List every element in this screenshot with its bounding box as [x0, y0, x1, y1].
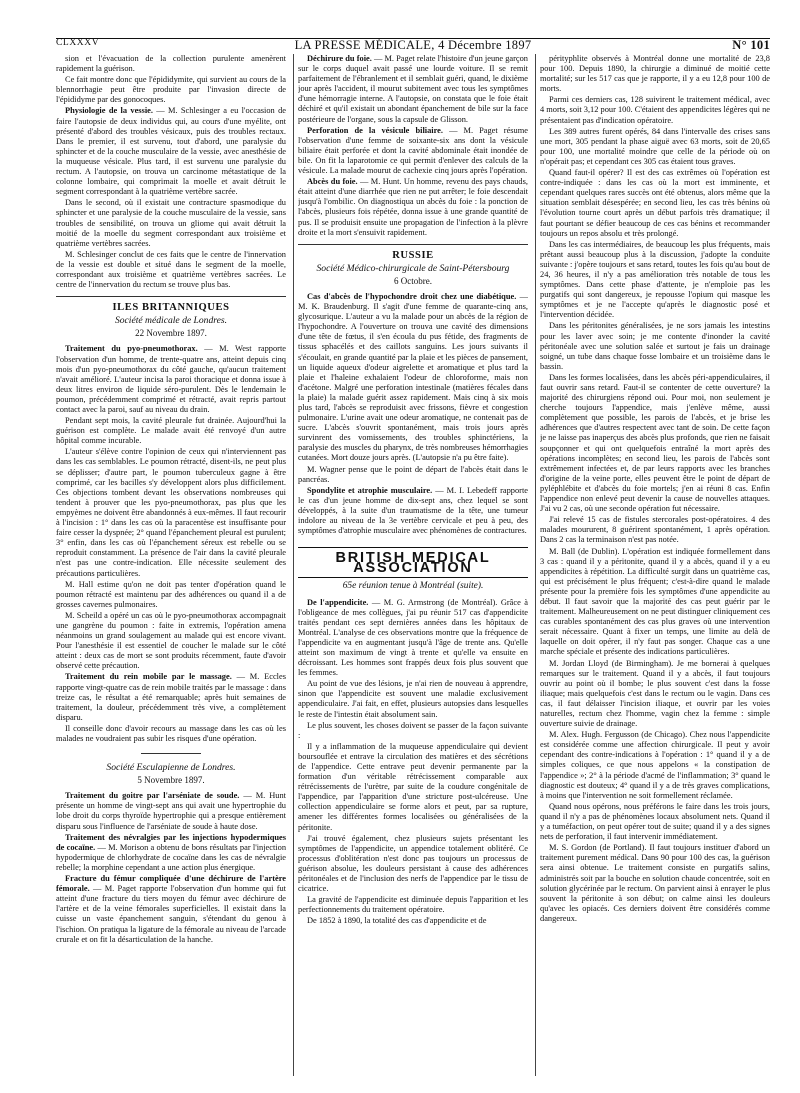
article-title: De l'appendicite.	[307, 597, 369, 607]
article-title: Cas d'abcès de l'hypochondre droit chez une diabétique.	[307, 291, 517, 301]
article-text: — M. Hunt. Un homme, revenu des pays chauds, était atteint d'une diarrhée que rien ne put arrêter; le foie descendait jusqu'à l'ombilic. On diagnostiqua un abcès du foie : la ponction de l'abcès, plusieurs fois répétée, donna issue à une grande quantité de pus. Il se produisit ensuite une propagation de l'infection à la plèvre droite et la mort s'ensuivit rapidement.	[298, 177, 528, 237]
paragraph: Pendant sept mois, la cavité pleurale fut drainée. Aujourd'hui la guérison est complète. Le malade avait été renvoyé d'un autre hôpital comme incurable.	[56, 416, 286, 446]
paragraph: M. Wagner pense que le point de départ de l'abcès était dans le pancréas.	[298, 464, 528, 484]
paragraph: Quand faut-il opérer? Il est des cas extrêmes où l'opération est contre-indiquée : dans les cas où la mort est imminente, et cependant quelques rares succès ont été obtenus, alors même que la situation semblait désespérée; en second lieu, les cas très bénins où l'évolution tourne court après un début parfois très dramatique; il faut pourtant se défier beaucoup de ces cas bénins et recommander toujours un repos absolu et très prolongé.	[540, 168, 770, 238]
article-title: Physiologie de la vessie.	[65, 106, 153, 116]
paragraph: L'auteur s'élève contre l'opinion de ceux qui n'interviennent pas dans les cas semblables. Le poumon rétracté, disent-ils, ne peut plus se déplisser; d'autre part, le poumon tuberculeux gagne à être comprimé, car les bacilles s'y développent alors plus difficilement. Ces objections tombent devant les observations nombreuses qui tendent à prouver que les pyo-pneumothorax, pas plus que les empyèmes ne doivent être abandonnés à eux-mêmes. Il faut recourir à l'incision : 1° dans les cas où la paracentèse est insuffisante pour faire cesser la dyspnée; 2° quand l'épanchement pleural est purulent; 3° enfin, dans les cas où l'épanchement séreux est rebelle ou se reproduit constamment. La présence de l'air dans la cavité pleurale n'est pas une contre-indication. Elle nécessite seulement des précautions particulières.	[56, 447, 286, 578]
paragraph: Dans le second, où il existait une contracture spasmodique du sphincter et une paralysie de la couche musculaire de la vessie, sans troubles de sensibilité, on trouva un gliome qui avait détruit la moitié de la moelle du segment correspondant aux troisième et quatrième vertèbres sacrées.	[56, 198, 286, 248]
paragraph: M. Schlesinger conclut de ces faits que le centre de l'innervation de la vessie est double et situé dans le segment de la moelle, correspondant aux troisième et quatrième vertèbres sacrées. Le centre de l'innervation du rectum se trouve plus bas.	[56, 249, 286, 290]
article-title: Abcès du foie.	[307, 177, 358, 187]
paragraph: J'ai relevé 15 cas de fistules stercorales post-opératoires. 4 des malades moururent, 8 guérirent spontanément, 1 après opération. Dans 2 cas la terminaison n'est pas notée.	[540, 515, 770, 545]
article-title: Spondylite et atrophie musculaire.	[307, 485, 433, 495]
paragraph: Parmi ces derniers cas, 128 suivirent le traitement médical, avec 4 morts, soit 3,12 pour 100. C'étaient des appendicites légères qui ne présentaient pas d'indication opératoire.	[540, 95, 770, 125]
paragraph: La gravité de l'appendicite est diminuée depuis l'apparition et les perfectionnements du traitement opératoire.	[298, 895, 528, 915]
paragraph: M. S. Gordon (de Portland). Il faut toujours instituer d'abord un traitement purement médical. Dans 90 pour 100 des cas, la guérison sera ainsi obtenue. Le traitement consiste en purgatifs salins, administrés soit par la bouche en solution chaude concentrée, soit en solution glycérinée par le rectum. On parvient ainsi à enrayer le plus souvent la péritonite à son début; on calme ainsi les douleurs qu'avec les opiacés. Ces derniers doivent être considérés comme dangereux.	[540, 843, 770, 923]
article-title: Traitement du rein mobile par le massage.	[65, 672, 232, 682]
column-2	[298, 54, 528, 1076]
article	[56, 106, 286, 197]
article	[298, 54, 528, 125]
meeting-date: 6 Octobre.	[394, 275, 432, 286]
journal-title: LA PRESSE MÉDICALE, 4 Décembre 1897	[294, 38, 532, 52]
article	[298, 126, 528, 176]
page-header	[56, 38, 770, 52]
article	[298, 177, 528, 238]
page-number: CLXXXV	[56, 38, 100, 48]
separator-rule	[141, 753, 201, 754]
paragraph: sion et l'évacuation de la collection purulente amenèrent rapidement la guérison.	[56, 54, 286, 74]
column-3	[540, 54, 770, 1076]
bma-banner: BRITISH MEDICAL ASSOCIATION	[335, 550, 491, 577]
newspaper-page	[56, 32, 770, 1076]
article-title: Traitement du pyo-pneumothorax.	[65, 344, 198, 354]
article-title: Fracture du fémur compliquée d'une déchirure de l'artère fémorale.	[56, 874, 286, 894]
paragraph: M. Hall estime qu'on ne doit pas tenter d'opération quand le poumon rétracté est maintenu par des adhérences ou quand il a de grosses cavernes pulmonaires.	[56, 579, 286, 609]
paragraph: De 1852 à 1890, la totalité des cas d'appendicite et de	[307, 916, 487, 926]
article	[298, 598, 528, 679]
paragraph: Il y a inflammation de la muqueuse appendiculaire qui devient boursouflée et entrave la circulation des matières et des sécrétions de l'appendice. Cette entrave peut devenir permanente par la formation d'un véritable rétrécissement comparable aux rétrécissements de l'urètre, par suite de la coudure congénitale de l'appendice, par l'apparition d'une stricture post-ulcéreuse. Une collection appendiculaire se forme alors et peut, par sa rupture, amener les différentes formes localisées ou généralisées de la péritonite.	[298, 741, 528, 832]
article	[298, 486, 528, 536]
column-divider	[293, 54, 294, 1076]
article-text: — M. Eccles rapporte vingt-quatre cas de rein mobile traités par le massage : dans treize cas, le résultat a été remarquable; après huit semaines de traitement, la douleur, précédemment très vive, a complètement disparu.	[56, 672, 286, 722]
article-text: — M. Morison a obtenu de bons résultats par l'injection hypodermique de chlorhydrate de cocaïne dans les cas de névralgie rebelle; la morphine cependant a une action plus énergique.	[56, 842, 286, 872]
article-text: — M. Hunt présente un homme de vingt-sept ans qui avait une hypertrophie du lobe droit du corps thyroïde hypertrophie qui a presque entièrement disparu sous l'influence de l'arséniate de soude à haute dose.	[56, 791, 286, 831]
meeting-date: 22 Novembre 1897.	[135, 328, 207, 339]
paragraph: Dans les formes localisées, dans les abcès péri-appendiculaires, il faut ouvrir sans retard. Faut-il se contenter de cette ouverture? la majorité des chirurgiens répond oui. Pour moi, non seulement je cherche toujours l'appendice, mais j'enlève même, aussi complètement que possible, les parois de l'abcès, et je brise les adhérences que d'autres respectent avec tant de soin. De cette façon je ne laisse pas inaperçus des abcès plus profonds, que rien ne faisait soupçonner et qui ont quelquefois entraîné la mort après des opérations incomplètes; en second lieu, les parois de l'abcès sont extrêmement infectées et, de par leurs rapports avec les branches d'origine de la veine porte, elles peuvent être le point de départ de pyléphlébite et d'abcès du foie mortels; j'en ai réuni 8 cas. Enfin l'appendice non enlevé peut devenir la cause de nouvelles attaques. J'ai vu 2 cas, où une seconde opération fut nécessaire.	[540, 372, 770, 514]
section-heading: ILES BRITANNIQUES	[112, 302, 230, 314]
section-rule	[298, 244, 528, 245]
paragraph: pérityphlite observés à Montréal donne une mortalité de 23,8 pour 100. Depuis 1890, la chirurgie a diminué de moitié cette mortalité; sur les 517 cas que je rapporte, il y a eu 12,8 pour 100 de morts.	[540, 54, 770, 94]
section-rule	[56, 296, 286, 297]
paragraph: Dans les péritonites généralisées, je ne sors jamais les intestins pour les laver avec soin; je me contente d'inonder la cavité péritonéale avec une solution salée et surtout je fais un drainage soigné, un tube dans chaque fosse lombaire et un troisième dans le bassin.	[540, 321, 770, 371]
paragraph: Au point de vue des lésions, je n'ai rien de nouveau à apprendre, sinon que l'appendicite est souvent une maladie exclusivement appendiculaire. J'ai fait, en effet, plusieurs autopsies dans lesquelles le reste de l'intestin était absolument sain.	[298, 679, 528, 719]
meeting-subtitle: 65e réunion tenue à Montréal (suite).	[342, 581, 484, 592]
society-name: Société médicale de Londres.	[114, 315, 228, 327]
article	[56, 672, 286, 722]
article-text: — M. Paget résume l'observation d'une femme de soixante-six ans dont la vésicule biliaire était perforée et dont la cavité abdominale était inondée de bile. On fit la laparotomie ce qui permit d'enlever des calculs de la vésicule. La malade mourut de cachexie cinq jours après l'opération.	[298, 125, 528, 176]
paragraph: Ce fait montre donc que l'épididymite, qui survient au cours de la blennorrhagie peut être produite par l'invasion directe de l'épididyme par des gonocoques.	[56, 75, 286, 105]
society-name: Société Médico-chirurgicale de Saint-Pétersbourg	[316, 262, 510, 274]
paragraph: Dans les cas intermédiaires, de beaucoup les plus fréquents, mais prêtant aussi beaucoup plus à la discussion, j'adopte la conduite suivante : j'opère toujours et sans retard, toutes les fois qu'au bout de 24, 36 heures, il n'y a pas amélioration très notable de tous les symptômes. Dans cette phase d'attente, je n'emploie pas les purgatifs qui sont dangereux, je repousse l'opium qui masque les symptômes et je ne l'accepte qu'après le diagnostic posé et l'intervention décidée.	[540, 239, 770, 320]
article-text: — M. Schlesinger a eu l'occasion de faire l'autopsie de deux individus qui, au cours d'une myélite, ont présenté d'abord des troubles vésicaux, puis des troubles rectaux. Dans le premier, il est survenu, tout d'abord, une paralysie du sphincter et de la couche musculaire de la vessie, avec anesthésie de la muqueuse vésicale. Plus tard, il est survenu une paralysie du rectum. A l'autopsie, on trouva un carcinome métastatique de la colonne lombaire, qui comprimait la moelle et avait détruit le segment correspondant à la quatrième vertèbre sacrée.	[56, 106, 286, 197]
article-text: — M. Paget rapporte l'observation d'un homme qui fut atteint d'une fracture du tiers moyen du fémur avec déchirure de l'artère et de la veine fémorales superficielles. Il existait dans la cuisse un vaste épanchement sanguin, s'étendant du genou à l'ischion. On pratiqua la ligature de la fémorale au niveau de l'arcade crurale et on fit la désarticulation de la hanche.	[56, 884, 286, 944]
article-title: Traitement des névralgies par les injections hypodermiques de cocaïne.	[56, 832, 286, 852]
paragraph: M. Alex. Hugh. Fergusson (de Chicago). Chez nous l'appendicite est considérée comme une affection chirurgicale. Il peut y avoir cependant des contre-indications à l'opération : 1° quand il y a de simples coliques, ce que nous appelons « la constipation de l'appendice »; 2° à la période d'acmé de l'inflammation; 3° quand le diagnostic est douteux; 4° quand il y a de très graves complications, à moins que l'intervention ne soit formellement réclamée.	[540, 730, 770, 800]
article-text: — M. Paget relate l'histoire d'un jeune garçon sur le corps duquel avait passé une lourde voiture. Il se remit parfaitement de l'ébranlement et il semblait guéri, quand, le dixième jour après l'accident, il mourut subitement avec tous les symptômes d'une hémorragie interne. A l'autopsie, on constata que le foie était déchiré et qu'il existait un abondant épanchement de bile sur la face postérieure de l'organe, sous la capsule de Glisson.	[298, 54, 528, 124]
column-divider	[535, 54, 536, 1076]
paragraph: M. Ball (de Dublin). L'opération est indiquée formellement dans 3 cas : quand il y a péritonite, quand il y a abcès, quand il y a eu appendicites à répétition. La difficulté surgit dans un quatrième cas, qui est précisément le plus fréquent; c'est-à-dire quand le malade présente pour la première fois les symptômes d'une appendicite au début. Il faut savoir que la majorité des cas peut guérir par le traitement. Malheureusement on ne peut distinguer cliniquement ces cas curables spontanément des cas plus graves où une intervention serait nécessaire. Quant à fixer un temps, une limite au delà de laquelle on doit opérer, il n'y faut pas songer. Chaque cas a une marche spéciale et présente des indications particulières.	[540, 546, 770, 657]
society-name: Société Esculapienne de Londres.	[106, 762, 236, 774]
meeting-date: 5 Novembre 1897.	[137, 775, 205, 786]
article	[56, 874, 286, 945]
article	[56, 833, 286, 873]
columns	[56, 54, 770, 1076]
article	[56, 791, 286, 831]
paragraph: Quand nous opérons, nous préférons le faire dans les trois jours, quand il n'y a pas de phénomènes locaux absolument nets. Quand il y a tuméfaction, on peut opérer tout de suite; quand il y a des signes nets de perforation, il faut intervenir immédiatement.	[540, 801, 770, 842]
column-1	[56, 54, 286, 1076]
article-title: Traitement du goitre par l'arséniate de soude.	[65, 791, 240, 801]
article-text: — M. K. Braudenburg. Il s'agit d'une femme de quarante-cinq ans, glycosurique. L'auteur a vu la malade pour un abcès de la région de l'hypochondre. A l'ouverture on trouva une cavité des dimensions d'une tête de fœtus, il s'en écoula du pus fétide, des fragments de tissus sphacélés et des caillots sanguins. Les jours suivants il s'écoulait, en grande quantité par la plaie et les pièces de pansement, un liquide aqueux d'odeur aigrelette et aromatique et plus tard la plaie et l'haleine exhalaient l'odeur de chloroforme, mais non d'acétone. Malgré une perforation intestinale (matières fécales dans la plaie) la malade guérit assez rapidement. Mais cinq à six mois plus tard, l'abcès se reproduisit avec frissons, fièvre et congestion pulmonaire. L'urine avait une odeur aromatique, ne contenait pas de sucre. L'abcès s'ouvrit spontanément, mais trois jours après survinrent des vomissements, des troubles sphinctériens, la paralysie des muscles du pharynx, de très nombreuses hémorrhagies cutanées. Mort douze jours après. (L'autopsie n'a pu être faite).	[298, 291, 528, 463]
paragraph: Le plus souvent, les choses doivent se passer de la façon suivante :	[298, 720, 528, 740]
paragraph: M. Jordan Lloyd (de Birmingham). Je me bornerai à quelques remarques sur le traitement. Quand il y a abcès, il faut toujours ouvrir au point où il bombe; le plus souvent c'est dans la fosse iliaque; mais quelquefois c'est dans le rectum ou le vagin. Dans ces cas, il faut délaisser l'incision iliaque, et ouvrir par les voies naturelles, rectum chez l'homme, vagin chez la femme : simple ouverture suivie de drainage.	[540, 658, 770, 729]
banner-rule-top	[298, 547, 528, 548]
paragraph: Il conseille donc d'avoir recours au massage dans les cas où les malades ne voudraient pas subir les risques d'une opération.	[56, 723, 286, 743]
paragraph: Les 389 autres furent opérés, 84 dans l'intervalle des crises sans une mort, 305 pendant la phase aiguë avec 63 morts, soit de 20,65 pour 100, une mortalité moindre que celle de la période où on n'opérait pas; et cependant ces 305 cas étaient tous graves.	[540, 126, 770, 166]
article-text: — M. West rapporte l'observation d'un homme, de trente-quatre ans, atteint depuis cinq mois d'un pyo-pneumothorax du côté gauche, qu'aucun traitement n'avait amélioré. L'auteur incisa la paroi thoracique et donna issue à deux litres environ de liquide séro-purulent. Dès le lendemain le poumon, précédemment comprimé et rétracté, avait repris partout contact avec la paroi, sauf au niveau du drain.	[56, 344, 286, 414]
article-title: Déchirure du foie.	[307, 54, 372, 63]
issue-number: N° 101	[732, 38, 770, 52]
article-text: — M. I. Lebedeff rapporte le cas d'un jeune homme de dix-sept ans, chez lequel se sont développés, à la suite d'un traumatisme de la tête, une tumeur indolore au niveau de la 3e vertèbre cervicale et peu à peu, des symptômes d'atrophie musculaire avec phénomènes de contractures.	[298, 485, 528, 536]
article	[298, 292, 528, 464]
paragraph: M. Scheild a opéré un cas où le pyo-pneumothorax accompagnait une gangrène du poumon : faite in extremis, l'opération amena néanmoins un grand soulagement au malade qui est encore vivant. Pour l'anesthésie il est essentiel de coucher le malade sur le côté atteint : deux cas de mort se sont produits récemment, faute d'avoir observé cette précaution.	[56, 610, 286, 671]
article-title: Perforation de la vésicule biliaire.	[307, 125, 443, 135]
banner-rule-bottom	[298, 577, 528, 578]
section-heading: RUSSIE	[392, 249, 434, 261]
article-text: — M. G. Armstrong (de Montréal). Grâce à l'obligeance de mes collègues, j'ai pu réunir 517 cas d'appendicite traités pendant ces sept dernières années dans les hôpitaux de Montréal. L'analyse de ces observations montre que la fréquence de l'appendicite va en augmentant jusqu'à l'âge de trente ans. Qu'elle atteint son maximum de vingt à trente et qu'elle va ensuite en décroissant. Les hommes sont frappés deux fois plus souvent que les femmes.	[298, 597, 528, 678]
article	[56, 344, 286, 415]
paragraph: J'ai trouvé également, chez plusieurs sujets présentant les symptômes de l'appendicite, un appendice totalement oblitéré. Ce processus d'oblitération n'est donc pas toujours un processus de guérison absolue, les douleurs persistant à cause des adhérences péritonéales et de l'inclusion des nerfs de l'appendice par le tissu de cicatrice.	[298, 833, 528, 894]
